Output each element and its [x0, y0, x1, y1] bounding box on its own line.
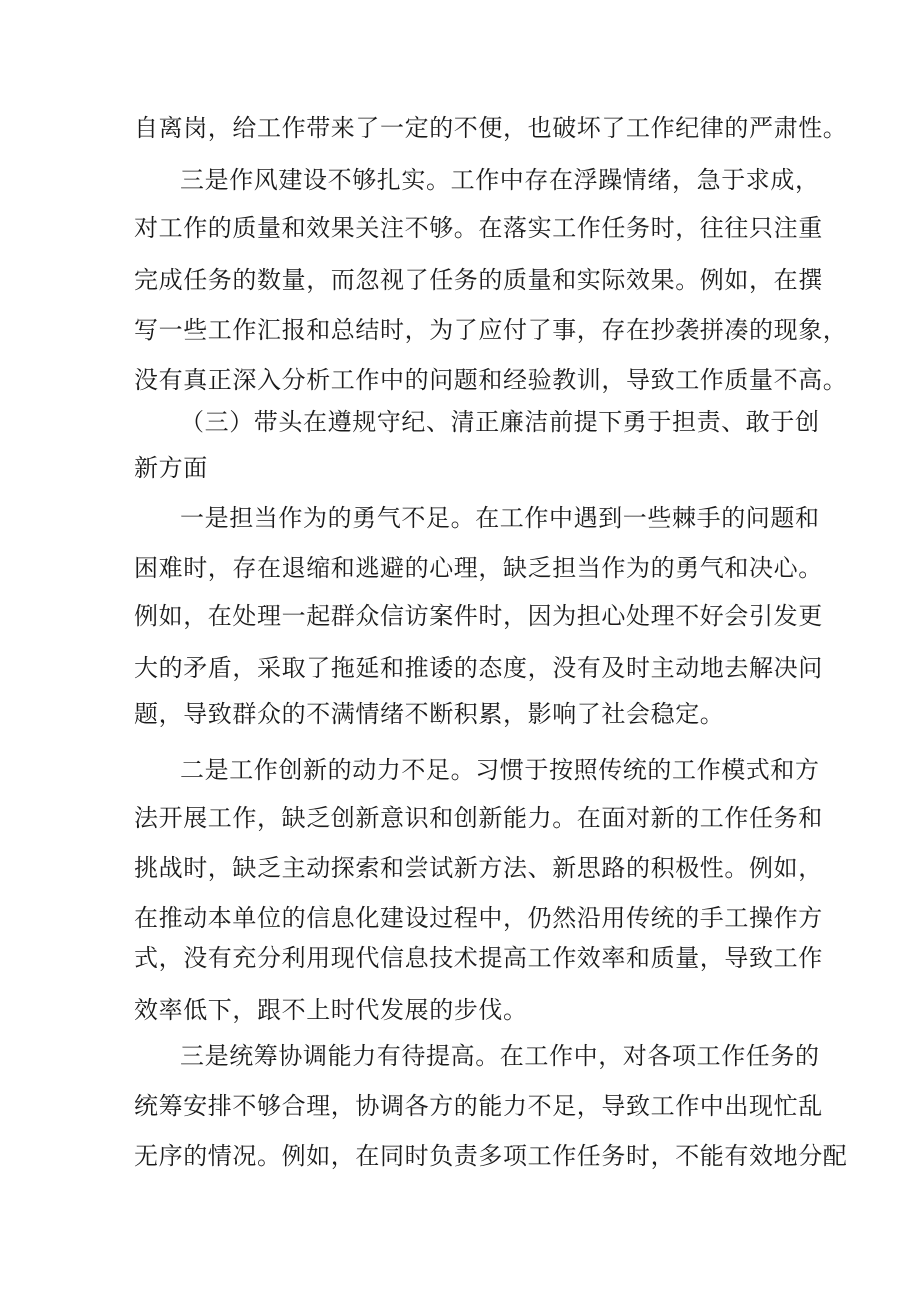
- text-line: 二是工作创新的动力不足。习惯于按照传统的工作模式和方: [180, 756, 820, 784]
- text-line: 统筹安排不够合理，协调各方的能力不足，导致工作中出现忙乱: [134, 1092, 823, 1120]
- text-line: 例如，在处理一起群众信访案件时，因为担心处理不好会引发更: [134, 602, 823, 630]
- section-heading: 新方面: [134, 454, 208, 482]
- text-line: 式，没有充分利用现代信息技术提高工作效率和质量，导致工作: [134, 944, 823, 972]
- text-line: 效率低下，跟不上时代发展的步伐。: [134, 996, 528, 1024]
- text-line: 三是统筹协调能力有待提高。在工作中，对各项工作任务的: [180, 1042, 820, 1070]
- text-line: 困难时，存在退缩和逃避的心理，缺乏担当作为的勇气和决心。: [134, 554, 823, 582]
- text-line: 三是作风建设不够扎实。工作中存在浮躁情绪，急于求成，: [180, 166, 820, 194]
- text-line: 自离岗，给工作带来了一定的不便，也破坏了工作纪律的严肃性。: [134, 114, 848, 142]
- text-line: 无序的情况。例如，在同时负责多项工作任务时，不能有效地分配: [134, 1142, 848, 1170]
- text-line: 对工作的质量和效果关注不够。在落实工作任务时，往往只注重: [134, 214, 823, 242]
- text-line: 在推动本单位的信息化建设过程中，仍然沿用传统的手工操作方: [134, 904, 823, 932]
- text-line: 挑战时，缺乏主动探索和尝试新方法、新思路的积极性。例如，: [134, 854, 823, 882]
- text-line: 法开展工作，缺乏创新意识和创新能力。在面对新的工作任务和: [134, 804, 823, 832]
- text-line: 题，导致群众的不满情绪不断积累，影响了社会稳定。: [134, 700, 725, 728]
- section-heading: （三）带头在遵规守纪、清正廉洁前提下勇于担责、敢于创: [180, 408, 820, 436]
- text-line: 大的矛盾，采取了拖延和推诿的态度，没有及时主动地去解决问: [134, 654, 823, 682]
- text-line: 完成任务的数量，而忽视了任务的质量和实际效果。例如，在撰: [134, 266, 823, 294]
- text-line: 一是担当作为的勇气不足。在工作中遇到一些棘手的问题和: [180, 504, 820, 532]
- text-line: 没有真正深入分析工作中的问题和经验教训，导致工作质量不高。: [134, 366, 848, 394]
- text-line: 写一些工作汇报和总结时，为了应付了事，存在抄袭拼凑的现象，: [134, 316, 848, 344]
